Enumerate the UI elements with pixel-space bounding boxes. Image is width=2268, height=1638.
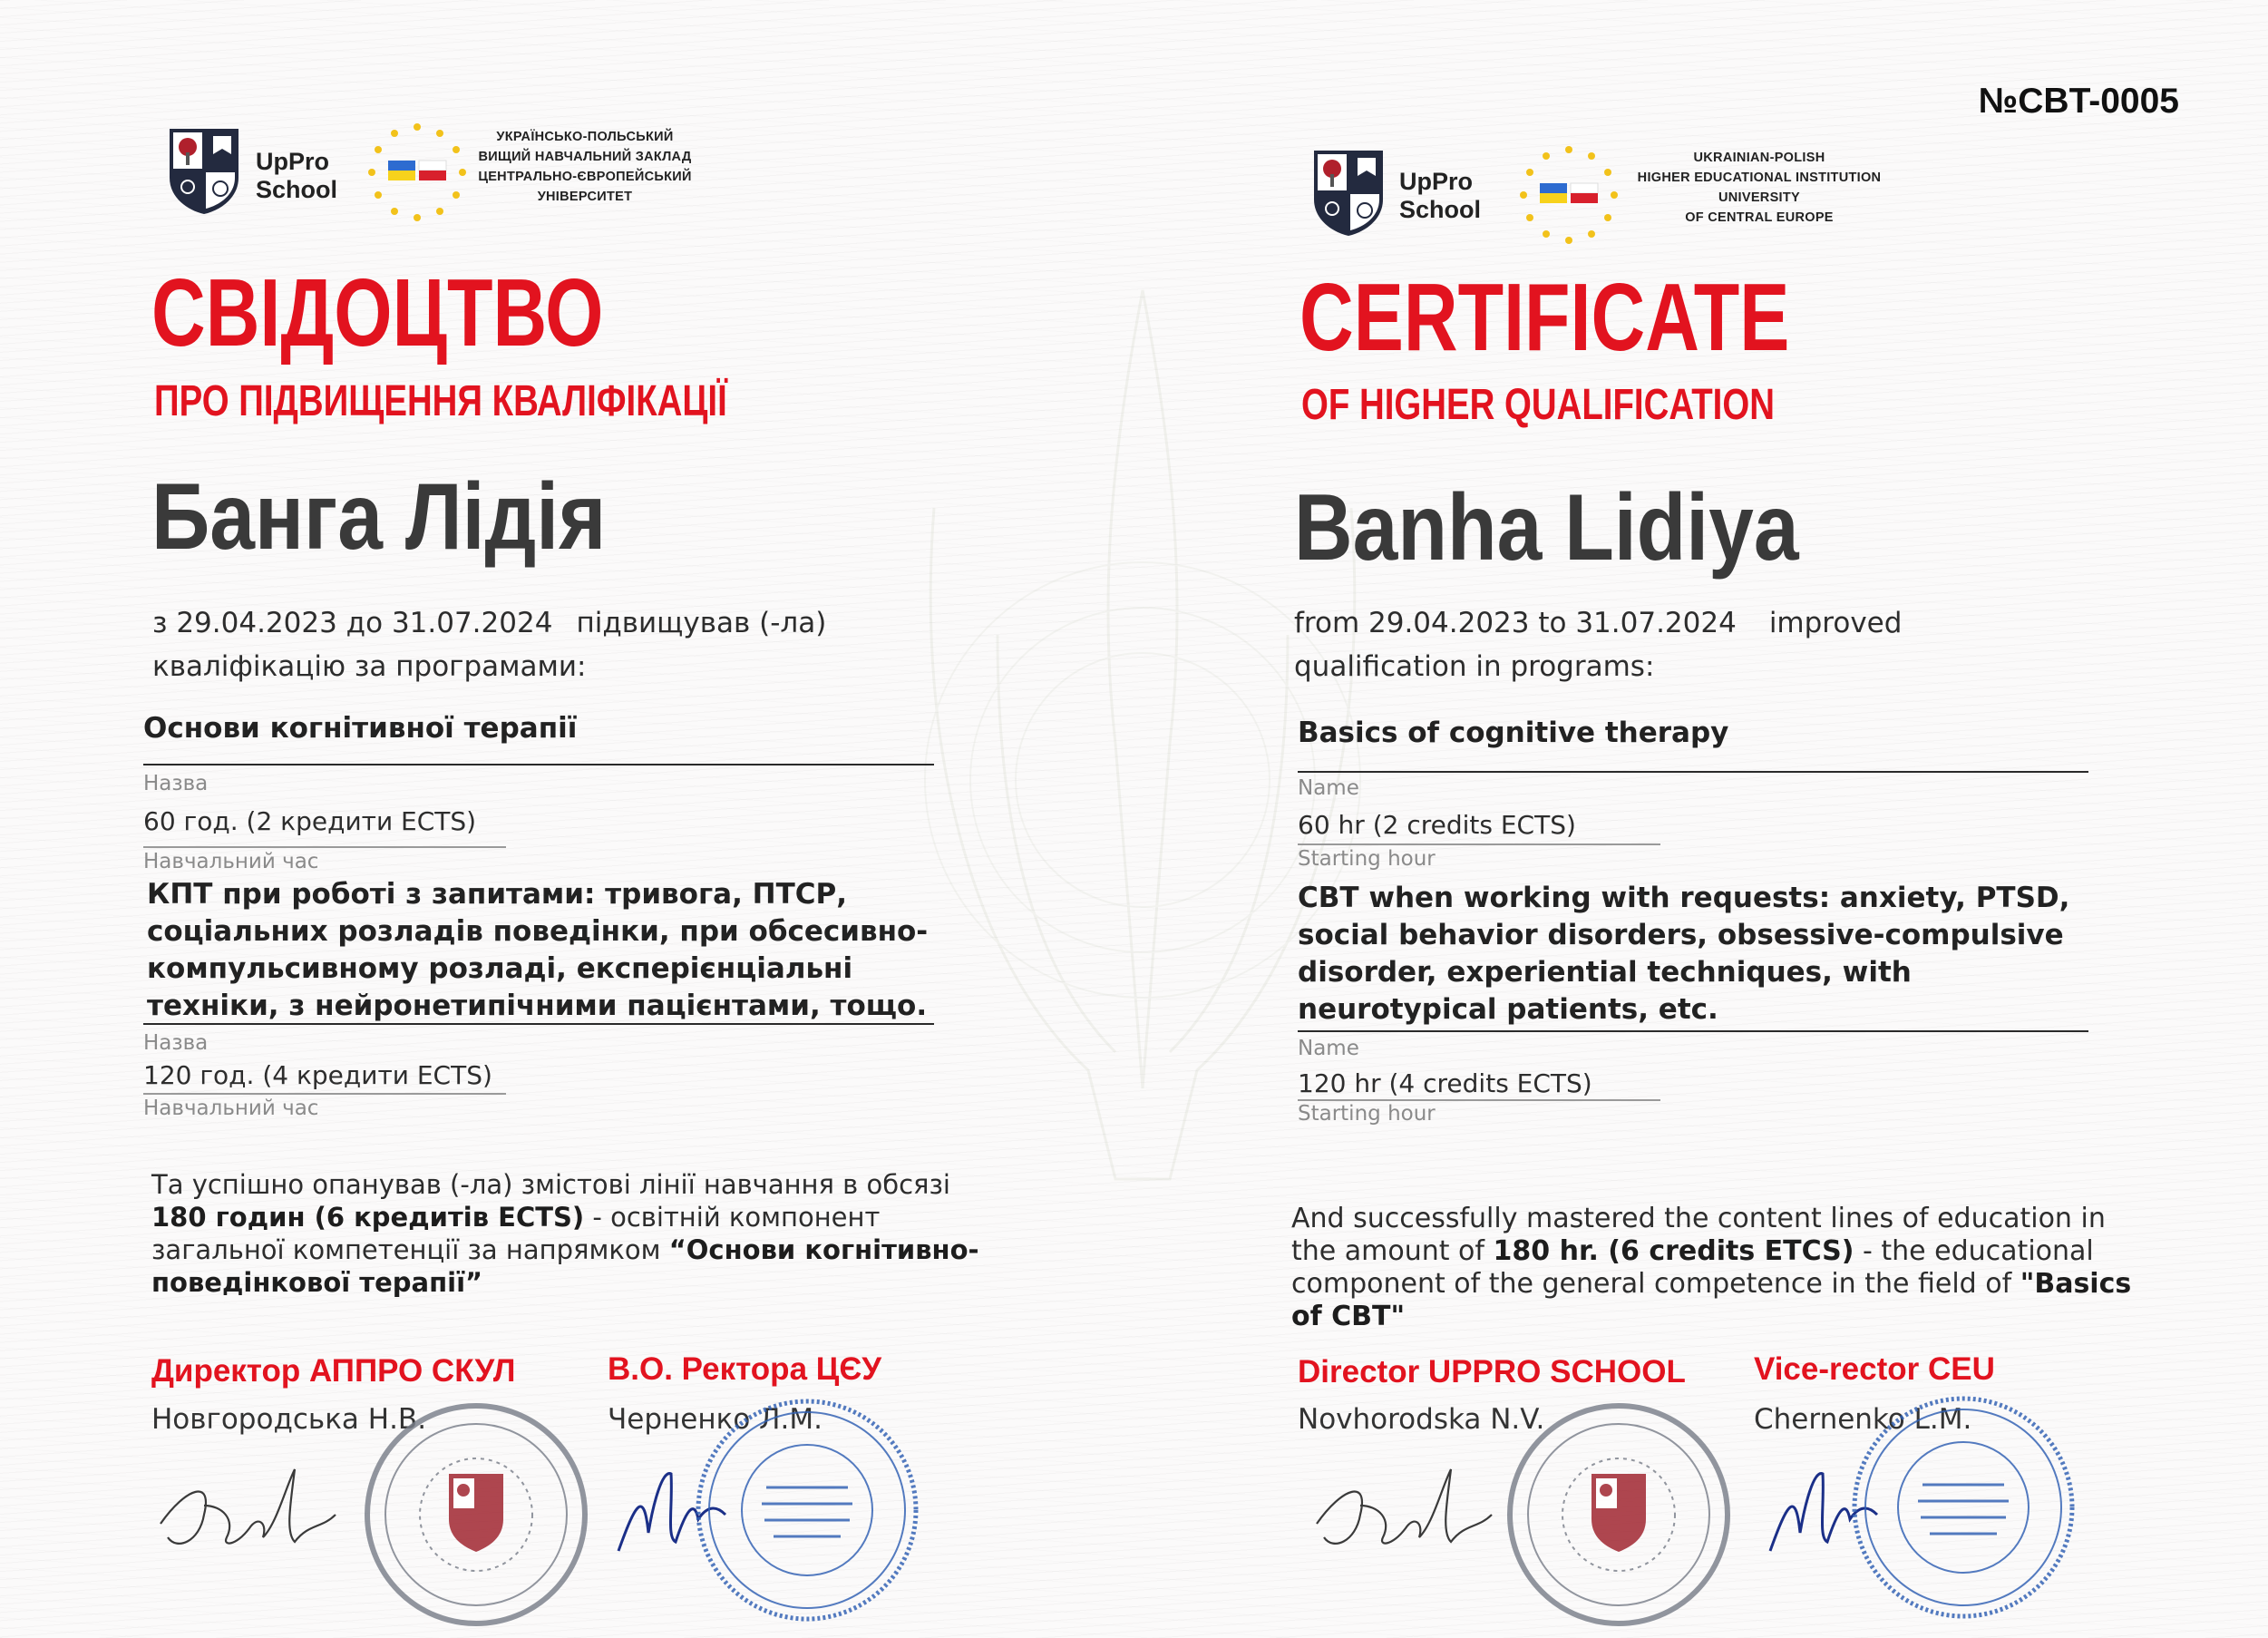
period-line (1294, 602, 1902, 645)
brand-line-1: UpPro (256, 148, 329, 175)
director-name: Novhorodska N.V. (1298, 1403, 1545, 1436)
program-1-hours-rule (143, 846, 506, 848)
summary-line (151, 1233, 1040, 1266)
program-2-title-line: disorder, experiential techniques, with (1298, 956, 1912, 989)
director-name: Новгородська Н.В. (151, 1403, 427, 1436)
director-signature (1306, 1451, 1505, 1569)
program-2-hours-label: Starting hour (1298, 1102, 1436, 1126)
improved-text: підвищував (-ла) (576, 607, 827, 639)
program-1-title-rule (1298, 771, 2088, 773)
program-2-title-line: техніки, з нейронетипічними пацієнтами, тощо. (147, 990, 928, 1022)
summary-line-text: component of the general competence in the field of (1291, 1268, 2020, 1300)
program-1-title: Basics of cognitive therapy (1298, 717, 1729, 749)
program-1-hours-label: Навчальний час (143, 850, 319, 873)
summary-text (151, 1168, 1040, 1299)
summary-total: 180 годин (6 кредитів ECTS) (151, 1202, 585, 1233)
university-line: HIGHER EDUCATIONAL INSTITUTION (1637, 171, 1882, 185)
summary-field: “Основи когнітивно- (668, 1234, 979, 1265)
period: з 29.04.2023 до 31.07.2024 (152, 607, 553, 639)
rector-role: Vice-rector CEU (1754, 1351, 1995, 1387)
summary-text (1291, 1203, 2198, 1333)
summary-line (1291, 1235, 2198, 1268)
summary-field-end: поведінкової терапії” (151, 1267, 483, 1298)
program-2-title-rule (143, 1023, 934, 1025)
program-2-hours-rule (143, 1093, 506, 1095)
program-1-hours: 60 год. (2 кредити ECTS) (143, 806, 477, 836)
summary-line-rest: - the educational (1854, 1235, 2094, 1267)
brand-line-1: UpPro (1399, 168, 1473, 195)
director-role: Director UPPRO SCHOOL (1298, 1354, 1686, 1389)
summary-line (1291, 1301, 2198, 1333)
program-2-title-line: neurotypical patients, etc. (1298, 993, 1718, 1026)
program-2-hours-label: Навчальний час (143, 1097, 319, 1120)
certificate-subtitle: ПРО ПІДВИЩЕННЯ КВАЛІФІКАЦІЇ (154, 377, 727, 425)
rector-role: В.О. Ректора ЦЄУ (608, 1351, 881, 1387)
program-1-title-label: Назва (143, 772, 209, 795)
summary-line (1291, 1268, 2198, 1301)
summary-line: Та успішно опанував (-ла) змістові лінії навчання в обсязі (151, 1169, 950, 1200)
university-line: ВИЩИЙ НАВЧАЛЬНИЙ ЗАКЛАД (478, 150, 692, 164)
program-2-title-rule (1298, 1030, 2088, 1032)
university-line: UKRAINIAN-POLISH (1693, 151, 1825, 165)
program-1-title-rule (143, 764, 934, 765)
university-line: УКРАЇНСЬКО-ПОЛЬСЬКИЙ (496, 130, 674, 144)
certificate-title: CERTIFICATE (1299, 264, 1790, 371)
certificate-subtitle: OF HIGHER QUALIFICATION (1301, 381, 1775, 429)
period-line (152, 602, 826, 645)
uppro-school-shield-logo (166, 125, 242, 216)
rector-name: Chernenko L.M. (1754, 1403, 1972, 1436)
summary-field-end: of CBT" (1291, 1301, 1406, 1332)
eu-stars-flags-logo (363, 118, 472, 227)
summary-line-start: the amount of (1291, 1235, 1494, 1267)
university-name (1614, 148, 1904, 228)
recipient-name: Банга Лідія (151, 464, 607, 570)
university-name (458, 127, 712, 207)
program-2-title-label: Назва (143, 1031, 209, 1055)
program-2-title (147, 876, 928, 1025)
program-1-hours-rule (1298, 843, 1660, 845)
improved-text: improved (1768, 607, 1903, 639)
uppro-school-shield-logo (1310, 147, 1387, 238)
program-1-title: Основи когнітивної терапії (143, 712, 578, 745)
university-stamp (694, 1397, 920, 1623)
program-1-title-label: Name (1298, 776, 1359, 800)
program-2-title-line: соціальних розладів поведінки, при обсесивно- (147, 915, 929, 948)
university-line: ЦЕНТРАЛЬНО-ЄВРОПЕЙСЬКИЙ (478, 170, 692, 184)
uppro-school-stamp (363, 1401, 589, 1628)
eu-stars-flags-logo (1514, 141, 1623, 249)
rector-name: Черненко Л.М. (608, 1403, 823, 1436)
brand-line-2: School (256, 176, 338, 203)
program-1-hours: 60 hr (2 credits ECTS) (1298, 810, 1576, 840)
uppro-school-stamp (1505, 1401, 1732, 1628)
summary-line (151, 1266, 1040, 1299)
university-stamp (1850, 1394, 2077, 1621)
university-line: УНІВЕРСИТЕТ (537, 190, 633, 204)
program-2-title-label: Name (1298, 1037, 1359, 1060)
certificate-title: СВІДОЦТВО (151, 259, 604, 366)
program-2-title (1298, 880, 2069, 1029)
program-2-hours: 120 год. (4 кредити ECTS) (143, 1060, 492, 1090)
program-2-title-line: social behavior disorders, obsessive-compulsive (1298, 919, 2064, 951)
university-line: UNIVERSITY (1718, 190, 1800, 205)
brand-line-2: School (1399, 196, 1482, 223)
certificate-en (1134, 0, 2268, 1638)
certificate-number: №CBT-0005 (1978, 82, 2179, 121)
recipient-name: Banha Lidiya (1294, 475, 1799, 580)
summary-line-text: загальної компетенції за напрямком (151, 1234, 669, 1265)
summary-total: 180 hr. (6 credits ETCS) (1493, 1235, 1854, 1267)
brand-name (1399, 168, 1481, 224)
summary-line-rest: - освітній компонент (584, 1202, 881, 1233)
period: from 29.04.2023 to 31.07.2024 (1294, 607, 1737, 639)
programs-intro: qualification in programs: (1294, 650, 1655, 683)
program-1-hours-label: Starting hour (1298, 847, 1436, 871)
director-signature (150, 1451, 349, 1569)
program-2-hours: 120 hr (4 credits ECTS) (1298, 1068, 1592, 1098)
program-2-title-line: компульсивному розладі, експерієнціальні (147, 952, 853, 985)
summary-line: And successfully mastered the content lines of education in (1291, 1203, 2106, 1234)
program-2-title-line: CBT when working with requests: anxiety, PTSD, (1298, 882, 2070, 914)
director-role: Директор АППРО СКУЛ (151, 1353, 516, 1389)
programs-intro: кваліфікацію за програмами: (152, 650, 587, 683)
program-2-title-line: КПТ при роботі з запитами: тривога, ПТСР, (147, 878, 847, 911)
summary-line (151, 1201, 1040, 1233)
university-line: OF CENTRAL EUROPE (1685, 210, 1834, 225)
summary-field: "Basics (2020, 1268, 2132, 1300)
brand-name (256, 148, 337, 204)
